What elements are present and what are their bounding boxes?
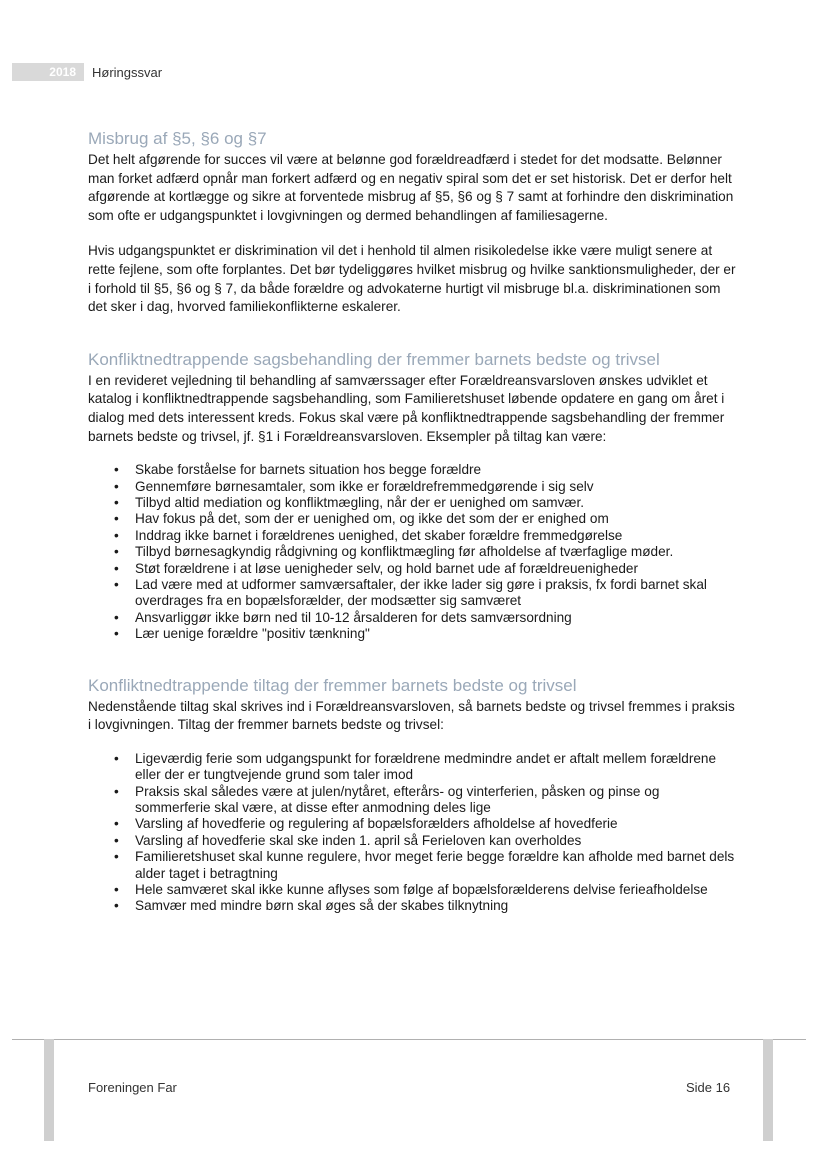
section-heading: Konfliktnedtrappende sagsbehandling der fremmer barnets bedste og trivsel [88, 349, 660, 369]
list-item: • Ansvarliggør ikke børn ned til 10-12 årsalderen for dets samværsordning [135, 610, 738, 626]
list-item: • Praksis skal således være at julen/nytåret, efterårs- og vinterferien, påsken og pinse og sommerferie skal være, at disse efter anmodning deles lige [135, 784, 738, 817]
list-item: • Samvær med mindre børn skal øges så der skabes tilknytning [135, 898, 738, 914]
section-misbrug [88, 128, 738, 317]
bullet-list [88, 462, 738, 642]
bullet-list [88, 751, 738, 915]
list-item: • Skabe forståelse for barnets situation hos begge forældre [135, 462, 738, 478]
list-item: • Varsling af hovedferie skal ske inden 1. april så Ferieloven kan overholdes [135, 833, 738, 849]
section-tiltag [88, 675, 738, 915]
list-item: • Hele samværet skal ikke kunne aflyses som følge af bopælsforælderens delvise ferieafholdelse [135, 882, 738, 898]
year-badge: 2018 [12, 63, 84, 81]
section-sagsbehandling [88, 349, 738, 643]
right-margin-bar [763, 1039, 773, 1141]
list-item: • Lad være med at udformer samværsaftaler, der ikke lader sig gøre i praksis, fx fordi barnet skal overdrages fra en bopælsforælder, der modsætter sig samværet [135, 577, 738, 610]
list-item: • Inddrag ikke barnet i forældrenes uenighed, det skaber forældre fremmedgørelse [135, 528, 738, 544]
paragraph: Hvis udgangspunktet er diskrimination vil det i henhold til almen risikoledelse ikke være muligt senere at rette fejlene, som ofte forplantes. Det bør tydeliggøres hvilket misbrug og hvilke sanktionsmuligheder, der er i forhold til §5, §6 og § 7, da både forældre og advokaterne hurtigt vil misbruge bl.a. diskriminationen som det sker i dag, hvorved familiekonflikterne eskalerer. [88, 243, 736, 315]
list-item: • Varsling af hovedferie og regulering af bopælsforælders afholdelse af hovedferie [135, 816, 738, 832]
document-body [88, 128, 738, 915]
list-item: • Familieretshuset skal kunne regulere, hvor meget ferie begge forældre kan afholde med barnet dels alder taget i betragtning [135, 849, 738, 882]
paragraph: Det helt afgørende for succes vil være at belønne god forældreadfærd i stedet for det modsatte. Belønner man forket adfærd opnår man forkert adfærd og en negativ spiral som det er set historisk. Det er derfor helt afgørende at kortlægge og sikre at forventede misbrug af §5, §6 og § 7 samt at forhindre den diskrimination som ofte er udgangspunktet i lovgivningen og dermed behandlingen af familiesagerne. [88, 152, 734, 223]
section-heading: Konfliktnedtrappende tiltag der fremmer barnets bedste og trivsel [88, 675, 577, 695]
left-margin-bar [44, 1039, 54, 1141]
page-number: Side 16 [686, 1080, 731, 1095]
list-item: • Støt forældrene i at løse uenigheder selv, og hold barnet ude af forældreuenigheder [135, 561, 738, 577]
section-heading: Misbrug af §5, §6 og §7 [88, 129, 267, 148]
list-item: • Tilbyd altid mediation og konfliktmægling, når der er uenighed om samvær. [135, 495, 738, 511]
list-item: • Hav fokus på det, som der er uenighed om, og ikke det som der er enighed om [135, 511, 738, 527]
footer-organization: Foreningen Far [88, 1080, 177, 1095]
page-header [12, 62, 162, 82]
list-item: • Ligeværdig ferie som udgangspunkt for forældrene medmindre andet er aftalt mellem forældrene eller der er tungtvejende grund som taler imod [135, 751, 738, 784]
list-item: • Gennemføre børnesamtaler, som ikke er forældrefremmedgørende i sig selv [135, 479, 738, 495]
paragraph: I en revideret vejledning til behandling af samværssager efter Forældreansvarsloven ønskes udviklet et katalog i konfliktnedtrappende sagsbehandling, som Familieretshuset løbende opdatere en gang om året i dialog med dets interessent kreds. Fokus skal være på konfliktnedtrappende sagsbehandling der fremmer barnets bedste og trivsel, jf. §1 i Forældreansvarsloven. Eksempler på tiltag kan være: [88, 372, 725, 444]
document-label: Høringssvar [92, 64, 163, 80]
list-item: • Lær uenige forældre "positiv tænkning" [135, 626, 738, 642]
list-item: • Tilbyd børnesagkyndig rådgivning og konfliktmægling før afholdelse af tværfaglige møder. [135, 544, 738, 560]
paragraph: Nedenstående tiltag skal skrives ind i Forældreansvarsloven, så barnets bedste og trivsel fremmes i praksis i lovgivningen. Tiltag der fremmer barnets bedste og trivsel: [88, 698, 735, 733]
footer-divider [12, 1039, 806, 1040]
